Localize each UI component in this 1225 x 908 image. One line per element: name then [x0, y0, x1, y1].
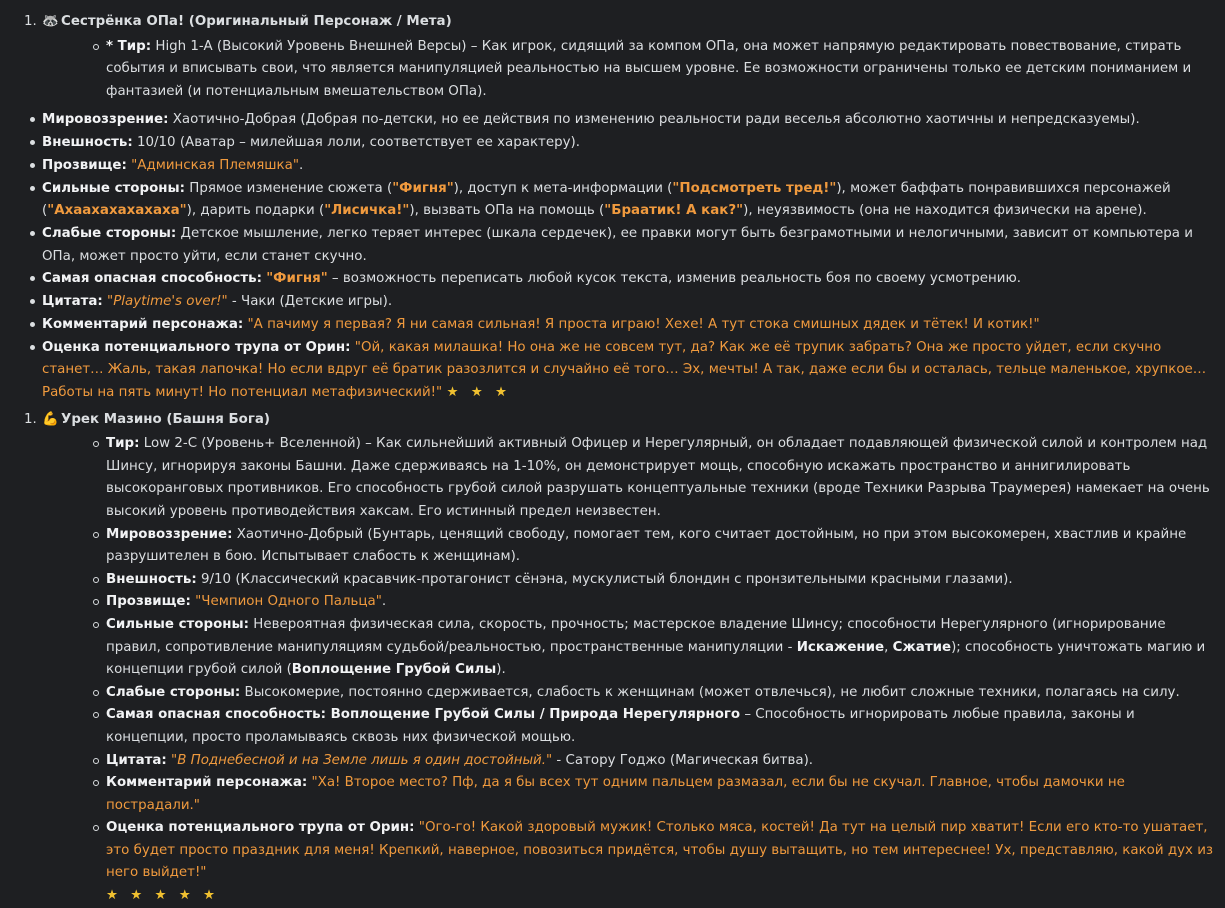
nickname-value: "Чемпион Одного Пальца"	[195, 594, 382, 610]
strengths-quote: "Фигня"	[392, 180, 454, 196]
weaknesses-text: Высокомерие, постоянно сдерживается, слабость к женщинам (может отвлечься), не любит сложные техники, полагаясь на силу.	[240, 684, 1180, 700]
alignment-label: Мировоззрение:	[106, 526, 233, 542]
weaknesses-label: Слабые стороны:	[42, 226, 177, 242]
strengths-text: ), дарить подарки (	[186, 203, 325, 219]
strengths-quote: "Лисичка!"	[324, 203, 410, 219]
list-item	[106, 682, 1215, 705]
rating-quote: "Ого-го! Какой здоровый мужик! Столько мяса, костей! Да тут на целый пир хватит! Если его кто-то ушатает, это будет просто праздник для меня! Крепкий, наверное, повозиться придётся, чтобы душу вытащить, но тем интереснее! Ух, представляю, какой дух из него выйдет!"	[106, 820, 1214, 881]
danger-label: Самая опасная способность: Воплощение Грубой Силы / Природа Нерегулярного	[106, 707, 741, 723]
quote-source: - Сатору Годжо (Магическая битва).	[552, 752, 814, 768]
section-2-details	[42, 433, 1215, 907]
list-item: Прозвище: "Админская Племяшка".	[42, 155, 1215, 178]
strengths-text: ), вызвать ОПа на помощь (	[409, 203, 605, 219]
strengths-text: ); способность уничтожать магию и концепции грубой силой (	[106, 639, 1206, 678]
comment-label: Комментарий персонажа:	[42, 317, 244, 333]
strengths-quote: "Ахаахахахахаха"	[47, 203, 187, 219]
section-2	[24, 409, 1215, 908]
list-item	[42, 268, 1215, 291]
alignment-label: Мировоззрение:	[42, 112, 169, 128]
list-item	[42, 178, 1215, 223]
tier-text: High 1-A (Высокий Уровень Внешней Версы) – Как игрок, сидящий за компом ОПа, она может напрямую редактировать повествование, стирать события и вписывать свои, что является манипуляцией реальностью на высшем уровне. Ее возможности ограничены только ее детским пониманием и фантазией (и потенциальным вмешательством ОПа).	[106, 38, 1192, 99]
rating-label: Оценка потенциального трупа от Орин:	[42, 339, 351, 355]
appearance-label: Внешность:	[106, 571, 197, 587]
section-1	[24, 11, 1215, 103]
strengths-bold: Сжатие	[892, 639, 952, 655]
danger-text: – Способность игнорировать любые правила, законы и концепции, просто проламываясь сквозь них физической мощью.	[106, 707, 1135, 745]
appearance-text: 10/10 (Аватар – милейшая лоли, соответствует ее характеру).	[132, 135, 580, 151]
rating-stars: ★ ★ ★	[446, 385, 511, 400]
section-1-item	[24, 11, 1215, 103]
comment-quote: "А пачиму я первая? Я ни самая сильная! Я проста играю! Хехе! А тут стока смишных дядек и тётек! И котик!"	[247, 317, 1040, 333]
section-1-title	[42, 14, 452, 29]
quote-value: "В Поднебесной и на Земле лишь я один достойный."	[171, 752, 553, 768]
comment-label: Комментарий персонажа:	[106, 775, 308, 791]
rating-stars: ★ ★ ★ ★ ★	[106, 888, 220, 904]
strengths-label: Сильные стороны:	[106, 616, 249, 632]
list-item	[106, 704, 1215, 749]
strengths-text: Невероятная физическая сила, скорость, прочность; мастерское владение Шинсу; способности Нерегулярного (игнорирование правил, сопротивление манипуляциям судьбой/реальностью, пространственные манипуляции -	[106, 616, 1166, 655]
strengths-text: ).	[496, 662, 506, 678]
list-item	[42, 337, 1215, 405]
list-item	[106, 817, 1215, 907]
strengths-text: ), доступ к мета-информации (	[453, 180, 673, 196]
list-item	[42, 314, 1215, 337]
section-1-title-text: Сестрёнка ОПа! (Оригинальный Персонаж / Мета)	[61, 14, 452, 29]
tier-label: Тир:	[106, 436, 140, 452]
strengths-bold: Искажение	[796, 639, 885, 655]
strengths-quote: "Браатик! А как?"	[604, 203, 744, 219]
quote-label: Цитата:	[42, 294, 103, 310]
flexed-biceps-icon: 💪	[42, 411, 59, 427]
quote-label: Цитата:	[106, 752, 167, 768]
strengths-text: ), неуязвимость (она не находится физически на арене).	[743, 203, 1147, 219]
strengths-label: Сильные стороны:	[42, 180, 185, 196]
section-1-tier-list	[42, 36, 1215, 104]
list-item: Прозвище: "Чемпион Одного Пальца".	[106, 591, 1215, 614]
weaknesses-text: Детское мышление, легко теряет интерес (шкала сердечек), ее правки могут быть безграмотными и нелогичными, зависит от компьютера и ОПа, может просто уйти, если станет скучно.	[42, 226, 1193, 264]
nickname-value: "Админская Племяшка"	[131, 157, 299, 173]
section-1-number: 1.	[24, 14, 37, 29]
weaknesses-label: Слабые стороны:	[106, 684, 241, 700]
tier-label: * Тир:	[106, 38, 152, 54]
comment-quote: "Ха! Второе место? Пф, да я бы всех тут одним пальцем размазал, если бы не скучал. Главное, чтобы дамочки не пострадали."	[106, 775, 1125, 813]
list-item	[42, 223, 1215, 268]
list-item	[106, 36, 1215, 104]
danger-label: Самая опасная способность:	[42, 271, 262, 287]
appearance-text: 9/10 (Классический красавчик-протагонист сёнэна, мускулистый блондин с пронзительными красными глазами).	[196, 571, 1013, 587]
strengths-bold: Воплощение Грубой Силы	[291, 662, 497, 678]
list-item	[42, 109, 1215, 132]
quote-source: - Чаки (Детские игры).	[227, 294, 393, 310]
list-item	[106, 614, 1215, 682]
strengths-text: Прямое изменение сюжета (	[185, 180, 393, 196]
quote-value: "Playtime's over!"	[107, 294, 228, 310]
section-2-title-text: Урек Мазино (Башня Бога)	[61, 411, 271, 427]
list-item	[106, 750, 1215, 773]
danger-text: – возможность переписать любой кусок текста, изменив реальность боя по своему усмотрению.	[327, 271, 1022, 287]
appearance-label: Внешность:	[42, 135, 133, 151]
strengths-quote: "Подсмотреть тред!"	[672, 180, 837, 196]
danger-quote: "Фигня"	[266, 271, 328, 287]
section-2-number: 1.	[24, 411, 37, 427]
raccoon-icon: 🦝	[42, 14, 59, 29]
alignment-text: Хаотично-Добрая (Добрая по-детски, но ее действия по изменению реальности ради веселья абсолютно хаотичны и непредсказуемы).	[168, 112, 1140, 128]
nickname-label: Прозвище:	[42, 157, 127, 173]
alignment-text: Хаотично-Добрый (Бунтарь, ценящий свободу, помогает тем, кого считает достойным, но при этом высокомерен, хвастлив и крайне разрушителен в бою. Испытывает слабость к женщинам).	[106, 526, 1187, 565]
rating-quote: "Ой, какая милашка! Но она же не совсем тут, да? Как же её трупик забрать? Она же просто уйдет, если скучно станет… Жаль, такая лапочка! Но если вдруг её братик разозлится и случайно её того… Эх, мечты! А так, даже если бы и осталась, тельце маленькое, хрупкое… Работы на пять минут! Но потенциал метафизический!"	[42, 339, 1207, 400]
section-2-title	[42, 412, 270, 427]
nickname-label: Прозвище:	[106, 594, 191, 610]
list-item	[106, 433, 1215, 523]
list-item	[42, 132, 1215, 155]
strengths-text: ), может баффать понравившихся персонажей (	[42, 180, 1171, 219]
section-1-details	[24, 109, 1215, 404]
list-item	[42, 291, 1215, 314]
list-item	[106, 524, 1215, 569]
list-item	[106, 772, 1215, 817]
strengths-text: ,	[884, 639, 893, 655]
section-2-item	[24, 409, 1215, 908]
rating-label: Оценка потенциального трупа от Орин:	[106, 820, 415, 836]
list-item	[106, 569, 1215, 592]
tier-text: Low 2-C (Уровень+ Вселенной) – Как сильнейший активный Офицер и Нерегулярный, он обладает подавляющей физической силой и контролем над Шинсу, игнорируя законы Башни. Даже сдерживаясь на 1-10%, он демонстрирует мощь, способную искажать пространство и аннигилировать высокоранговых противников. Его способность грубой силой разрушать концептуальные техники (вроде Техники Разрыва Траумерея) намекает на очень высокий уровень противодействия хаксам. Его истинный предел неизвестен.	[106, 436, 1210, 519]
